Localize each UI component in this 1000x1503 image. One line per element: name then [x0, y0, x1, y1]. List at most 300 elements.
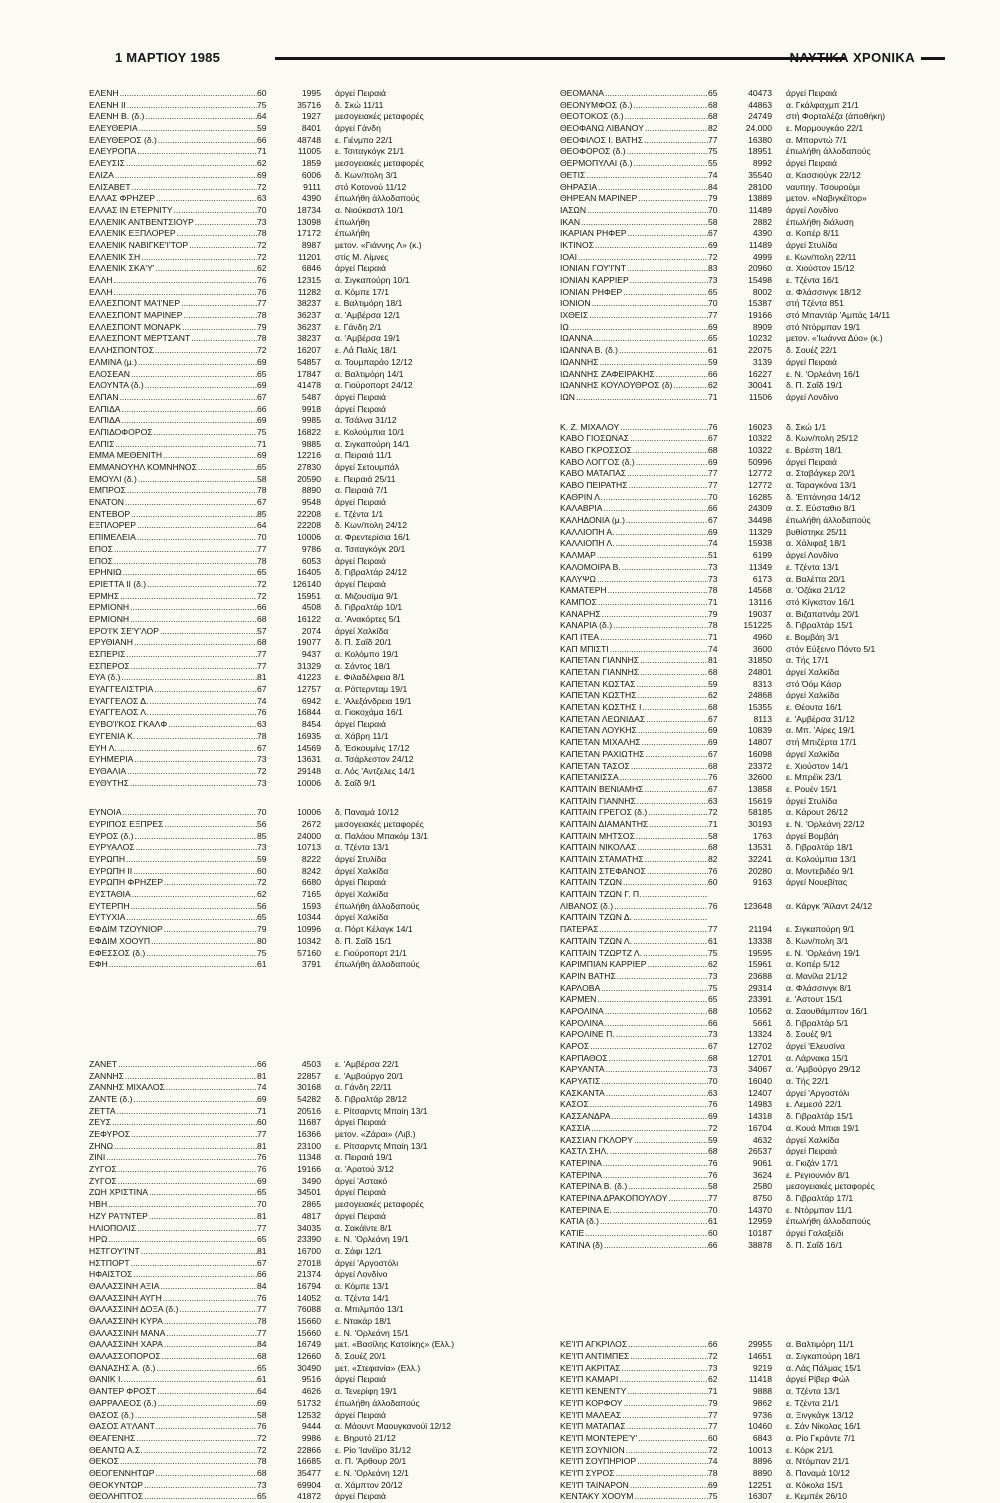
- build-year: 81: [708, 655, 718, 666]
- ship-name: ΚΑΡΙΝ ΒΑΤΗΣ .....: [560, 971, 708, 983]
- ship-name: ΖΙΝΙ .....: [89, 1152, 257, 1164]
- ship-entry: [89, 877, 537, 889]
- build-year: 76: [257, 275, 267, 285]
- ship-name-cell: [89, 520, 257, 532]
- ship-status: άργεί Χαλκίδα: [335, 865, 389, 876]
- ship-name: ΚΑΤΕΡΙΝΑ Ε. .....: [560, 1205, 708, 1217]
- ship-entry: [560, 263, 942, 275]
- ship-entry: [89, 228, 537, 240]
- ship-status: ε. Θέουτα 16/1: [786, 702, 842, 713]
- ship-status: α. Λάς Πάλμας 15/1: [786, 1362, 862, 1373]
- build-year: 67: [257, 391, 267, 402]
- build-year: 73: [708, 970, 718, 981]
- ship-name: ΚΑΠΤΑΙΝ ΝΙΚΟΛΑΣ .....: [560, 842, 708, 854]
- ship-name-cell: [560, 1123, 708, 1135]
- ship-name-cell: [560, 357, 708, 369]
- tonnage: 10322: [748, 444, 772, 455]
- tonnage: 10232: [748, 333, 772, 344]
- ship-name-cell: [560, 228, 708, 240]
- ship-entry: [560, 345, 942, 357]
- ship-name-cell: [89, 936, 257, 948]
- ship-status: α. Μπ. 'Αίρες 19/1: [786, 725, 855, 736]
- ship-name-cell: [560, 690, 708, 702]
- tonnage: 24000: [297, 830, 321, 841]
- ship-name-cell: [560, 333, 708, 345]
- ship-status: α. Κοπέρ 8/11: [786, 228, 840, 239]
- ship-entry: [89, 591, 537, 603]
- ship-name-cell: [560, 983, 708, 995]
- ship-name-cell: [89, 170, 257, 182]
- ship-entry: [89, 170, 537, 182]
- tonnage: 9163: [752, 877, 772, 888]
- build-year: 61: [257, 1374, 267, 1385]
- ship-entry: [89, 924, 537, 936]
- ship-status: α. Πειραιά 11/1: [335, 450, 392, 461]
- ship-entry: [560, 1123, 942, 1135]
- build-year: 61: [257, 959, 267, 970]
- ship-entry: [89, 1363, 537, 1375]
- ship-entry: [560, 1111, 942, 1123]
- ship-entry: [560, 889, 942, 901]
- ship-status: α. Τής 17/1: [786, 655, 829, 666]
- ship-status: έπωλήθη άλλοδαπούς: [335, 1397, 420, 1408]
- ship-status: α. Ρίο Γκράντε 7/1: [786, 1432, 856, 1443]
- ship-entry: [560, 866, 942, 878]
- ship-name-cell: [560, 193, 708, 205]
- ship-status: α. Χάμπτον 20/12: [335, 1479, 403, 1490]
- tonnage: 19037: [748, 608, 772, 619]
- ship-entry: [560, 901, 942, 913]
- build-year: 61: [708, 345, 718, 356]
- ship-entry: [89, 626, 537, 638]
- ship-name-cell: [89, 672, 257, 684]
- build-year: 77: [708, 310, 718, 321]
- ship-name: ΚΑΣΟΣ .....: [560, 1099, 708, 1111]
- ship-entry: [560, 574, 942, 586]
- tonnage: 10996: [297, 924, 321, 935]
- ship-name: ΘΕΟΝΥΜΦΟΣ (δ.) .....: [560, 100, 708, 112]
- build-year: 78: [708, 585, 718, 596]
- ship-entry: [560, 936, 942, 948]
- ship-status: άργεί Λονδίνο: [786, 550, 839, 561]
- ship-name-cell: [89, 1141, 257, 1153]
- build-year: 73: [257, 754, 267, 765]
- ship-entry: [560, 620, 942, 632]
- build-year: 62: [257, 158, 267, 169]
- tonnage: 32600: [748, 772, 772, 783]
- ship-status: έπωλήθη: [335, 216, 370, 227]
- tonnage: 10713: [297, 842, 321, 853]
- build-year: 73: [708, 561, 718, 572]
- tonnage: 16685: [297, 1456, 321, 1467]
- ship-name-cell: [89, 462, 257, 474]
- ship-status: άργεί Γαλαξείδι: [786, 1228, 844, 1238]
- ship-entry: [560, 457, 942, 469]
- build-year: 73: [257, 1479, 267, 1490]
- ship-name-cell: [89, 1339, 257, 1351]
- ship-name: ΘΑΝΤΕΡ ΦΡΟΣΤ .....: [89, 1386, 257, 1398]
- ship-name-cell: [89, 182, 257, 194]
- build-year: 76: [257, 286, 267, 297]
- ship-name-cell: [560, 702, 708, 714]
- ship-entry: [89, 889, 537, 901]
- ship-name: ΚΑΤΙΝΑ (δ) .....: [560, 1240, 708, 1252]
- ship-status: άργεί Χαλκίδα: [786, 690, 840, 701]
- build-year: 62: [708, 959, 718, 970]
- ship-name-cell: [560, 445, 708, 457]
- ship-status: α. Βαλέττα 20/1: [786, 573, 846, 584]
- ship-name-cell: [89, 637, 257, 649]
- ship-status: α. Πόρτ Κέλαγκ 14/1: [335, 924, 413, 935]
- ship-entry: [89, 1246, 537, 1258]
- ship-name: ΘΑΡΡΑΛΕΟΣ (δ.) .....: [89, 1398, 257, 1410]
- ship-name-cell: [560, 1135, 708, 1147]
- ship-entry: [560, 1088, 942, 1100]
- ship-status: α. Ξινγκάγκ 13/12: [786, 1409, 854, 1420]
- ship-name-cell: [560, 924, 708, 936]
- ship-name-cell: [89, 1328, 257, 1340]
- ship-name: ΚΑΣΤΛ ΣΗΛ. .....: [560, 1146, 708, 1158]
- ship-name-cell: [560, 1433, 708, 1445]
- build-year: 67: [708, 783, 718, 794]
- ship-name: ΘΑΛΑΣΣΙΝΗ ΑΥΓΗ .....: [89, 1293, 257, 1305]
- ship-entry: [89, 602, 537, 614]
- ship-entry: [89, 866, 537, 878]
- ship-status: ε. Πειραιά 25/11: [335, 473, 396, 484]
- build-year: 69: [708, 239, 718, 250]
- tonnage: 9516: [301, 1374, 321, 1385]
- build-year: 66: [708, 503, 718, 514]
- build-year: 67: [708, 1041, 718, 1051]
- ship-status: α. Μοντεβιδέο 9/1: [786, 865, 854, 876]
- ship-entry: [560, 527, 942, 539]
- ship-entry: [560, 135, 942, 147]
- ship-name-cell: [560, 158, 708, 170]
- ship-name: ΚΑΠΤΑΙΝ ΤΖΩΝ Γ. Π. .....: [560, 889, 708, 901]
- ship-entry: [560, 1240, 942, 1252]
- ship-status: α. Σιγκαπούρη 10/1: [335, 275, 410, 285]
- ship-name-cell: [89, 532, 257, 544]
- ship-name: ΖΕΥΣ .....: [89, 1117, 257, 1129]
- ship-name: ΚΑΠΕΤΑΝ ΚΩΣΤΑΣ .....: [560, 679, 708, 691]
- build-year: 75: [257, 947, 267, 958]
- tonnage: 8401: [301, 123, 321, 134]
- ship-name: ΘΕΟΓΕΝΝΗΤΩΡ .....: [89, 1468, 257, 1480]
- build-year: 72: [257, 578, 267, 589]
- ship-entry: [89, 661, 537, 673]
- build-year: 67: [708, 713, 718, 724]
- ship-status: ε. Μορμουγκάο 22/1: [786, 123, 864, 134]
- ship-status: α. Τσιταγκόγκ 20/1: [335, 543, 406, 554]
- ship-status: άργεί Χαλκίδα: [786, 748, 840, 759]
- tonnage: 8002: [752, 286, 772, 297]
- ship-list-section: [560, 1339, 942, 1503]
- ship-name-cell: [560, 275, 708, 287]
- ship-name: ΘΕΑΝΤΩ Α.Σ. .....: [89, 1445, 257, 1457]
- tonnage: 4632: [752, 1134, 772, 1145]
- ship-name-cell: [560, 1205, 708, 1217]
- tonnage: 123648: [743, 900, 772, 911]
- ship-name: ΕΥΑΓΓΕΛΟΣ Λ. .....: [89, 707, 257, 719]
- ship-status: δ. Παναμά 10/12: [786, 1467, 850, 1478]
- tonnage: 10839: [748, 725, 772, 736]
- ship-name: ΘΑΛΑΣΣΟΠΟΡΟΣ .....: [89, 1351, 257, 1363]
- ship-status: δ. Κων/πολη 3/1: [786, 935, 849, 946]
- ship-name: ΕΛΛΕΣΠΟΝΤ ΜΕΡΤΣΑΝΤ .....: [89, 333, 257, 345]
- ship-entry: [560, 1029, 942, 1041]
- tonnage: 31329: [297, 660, 321, 671]
- ship-name: ΘΑΣΟΣ (δ.) .....: [89, 1410, 257, 1422]
- ship-status: μετον. «Γιάννης Λ» (κ.): [335, 239, 422, 250]
- build-year: 68: [708, 702, 718, 713]
- tonnage: 2882: [752, 216, 772, 227]
- ship-name-cell: [89, 1246, 257, 1258]
- ship-entry: [560, 88, 942, 100]
- build-year: 59: [708, 1134, 718, 1145]
- ship-name-cell: [560, 527, 708, 539]
- ship-name-cell: [560, 1339, 708, 1351]
- build-year: 76: [257, 1421, 267, 1432]
- ship-name: ΕΥΘΥΤΗΣ .....: [89, 778, 257, 790]
- tonnage: 4999: [752, 251, 772, 262]
- ship-name-cell: [560, 725, 708, 737]
- ship-status: στόν Εύξεινο Πόντο 5/1: [786, 643, 876, 654]
- tonnage: 16207: [297, 345, 321, 356]
- ship-name: ΚΑΛΗΔΟΝΙΑ (μ.) .....: [560, 515, 708, 527]
- tonnage: 30041: [748, 380, 772, 391]
- build-year: 78: [708, 620, 718, 631]
- tonnage: 13858: [748, 783, 772, 794]
- ship-name: ΕΡΗΝΙΩ .....: [89, 567, 257, 579]
- ship-name: ΚΕ'Ι'Π ΣΥΡΟΣ .....: [560, 1468, 708, 1480]
- build-year: 66: [708, 1017, 718, 1028]
- ship-name: ΚΑΠΤΑΙΝ ΓΡΕΓΟΣ (δ.) .....: [560, 807, 708, 819]
- tonnage: 13531: [748, 842, 772, 853]
- ship-entry: [89, 842, 537, 854]
- ship-entry: [89, 1328, 537, 1340]
- ship-name-cell: [89, 298, 257, 310]
- ship-entry: [560, 1351, 942, 1363]
- ship-name-cell: [89, 1269, 257, 1281]
- ship-entry: [560, 1410, 942, 1422]
- build-year: 78: [257, 333, 267, 344]
- ship-status: ε. Ντόρμπαν 11/1: [786, 1204, 853, 1215]
- tonnage: 13116: [748, 596, 772, 607]
- ship-name-cell: [89, 743, 257, 755]
- ship-name-cell: [560, 170, 708, 182]
- ship-status: ε. Ν. 'Ορλεάνη 16/1: [786, 368, 860, 379]
- ship-name: ΘΕΟΦΑΝΩ ΛΙΒΑΝΟΥ .....: [560, 123, 708, 135]
- build-year: 71: [257, 1105, 267, 1116]
- ship-name: ΚΑΒΟ ΓΚΡΟΣΣΟΣ .....: [560, 445, 708, 457]
- build-year: 73: [257, 216, 267, 227]
- ship-name: ΕΛΛΗ .....: [89, 287, 257, 299]
- tonnage: 8454: [301, 719, 321, 730]
- ship-name-cell: [560, 380, 708, 392]
- ship-status: ε. Φιλαδέλφεια 8/1: [335, 672, 405, 683]
- tonnage: 11348: [297, 1152, 321, 1163]
- ship-name-cell: [560, 1006, 708, 1018]
- ship-status: α. Βαλτιμόρη 14/1: [335, 368, 404, 379]
- ship-entry: [89, 111, 537, 123]
- tonnage: 10460: [748, 1421, 772, 1432]
- ship-name-cell: [560, 345, 708, 357]
- ship-entry: [89, 146, 537, 158]
- ship-status: έπωλήθη άλλοδαπούς: [335, 959, 420, 970]
- ship-entry: [560, 714, 942, 726]
- ship-status: α. 'Οζάκα 21/12: [786, 585, 846, 596]
- tonnage: 19595: [748, 947, 772, 958]
- ship-entry: [560, 550, 942, 562]
- ship-entry: [89, 731, 537, 743]
- tonnage: 13889: [748, 193, 772, 204]
- header-rule: [275, 57, 845, 60]
- ship-entry: [89, 415, 537, 427]
- ship-name-cell: [89, 1363, 257, 1375]
- ship-name-cell: [560, 550, 708, 562]
- ship-status: ε. Χιούστον 14/1: [786, 760, 849, 771]
- ship-entry: [560, 912, 942, 924]
- build-year: 74: [257, 695, 267, 706]
- build-year: 77: [708, 1409, 718, 1420]
- ship-name-cell: [89, 252, 257, 264]
- ship-entry: [89, 1398, 537, 1410]
- ship-name: ΖΑΝΤΕ (δ.) .....: [89, 1094, 257, 1106]
- ship-name: ΕΛΠΙΣ .....: [89, 439, 257, 451]
- build-year: 77: [708, 924, 718, 935]
- ship-entry: [89, 579, 537, 591]
- build-year: 66: [257, 1269, 267, 1280]
- ship-entry: [560, 1146, 942, 1158]
- ship-name-cell: [89, 1129, 257, 1141]
- ship-name: ΚΑΤΕΡΙΝΑ .....: [560, 1170, 708, 1182]
- build-year: 66: [257, 602, 267, 613]
- ship-entry: [560, 515, 942, 527]
- ship-name: ΕΛΕΝΗ Β. (δ.) .....: [89, 111, 257, 123]
- issue-date: 1 ΜΑΡΤΙΟΥ 1985: [115, 50, 221, 65]
- ship-name-cell: [89, 661, 257, 673]
- build-year: 61: [708, 1216, 718, 1227]
- ship-entry: [560, 655, 942, 667]
- tonnage: 12701: [748, 1052, 772, 1063]
- tonnage: 41223: [297, 672, 321, 683]
- ship-name: ΚΑΠ ΙΤΕΑ .....: [560, 632, 708, 644]
- ship-name: ΕΛΛΕΣΠΟΝΤ ΜΑΡΙΝΕΡ .....: [89, 310, 257, 322]
- ship-name: ΙΟΝΙΑΝ ΡΗΦΕΡ .....: [560, 287, 708, 299]
- ship-name: ΙΩΑΝΝΗΣ ΖΑΦΕΙΡΑΚΗΣ .....: [560, 369, 708, 381]
- ship-name: ΕΛΛΕΝΙΚ ΣΚΑ'Υ' .....: [89, 263, 257, 275]
- build-year: 65: [708, 286, 718, 297]
- ship-name: ΚΕ'Ι'Π ΣΟΥΝΙΟΝ .....: [560, 1445, 708, 1457]
- ship-status: α. Λάρνακα 15/1: [786, 1052, 849, 1063]
- ship-name-cell: [89, 866, 257, 878]
- ship-name-cell: [560, 135, 708, 147]
- build-year: 74: [708, 643, 718, 654]
- ship-entry: [89, 1269, 537, 1281]
- build-year: 77: [708, 1192, 718, 1203]
- tonnage: 3139: [752, 356, 772, 367]
- ship-name: ΕΛΛΕΝΙΚ ΑΝΤΒΕΝΤΣΙΟΥΡ .....: [89, 217, 257, 229]
- ship-name: ΕΡΟ'Ι'Κ ΣΕ'Υ'ΛΟΡ .....: [89, 626, 257, 638]
- ship-entry: [560, 842, 942, 854]
- ship-status: στή Μπιζέρτα 17/1: [786, 737, 857, 748]
- build-year: 61: [708, 935, 718, 946]
- ship-name-cell: [560, 597, 708, 609]
- ship-name: ΕΡΜΙΟΝΗ .....: [89, 602, 257, 614]
- tonnage: 16844: [297, 707, 321, 718]
- tonnage: 12216: [297, 450, 321, 461]
- build-year: 69: [257, 1093, 267, 1104]
- ship-name-cell: [89, 1059, 257, 1071]
- ship-name: ΕΛΙΖΑ .....: [89, 170, 257, 182]
- tonnage: 1763: [752, 830, 772, 841]
- tonnage: 2074: [301, 625, 321, 636]
- ship-status: δ. Γιβραλτάρ 24/12: [335, 567, 407, 578]
- ship-name-cell: [89, 1234, 257, 1246]
- ship-status: μετον. «Ναβιγκέϊτορ»: [786, 193, 867, 204]
- ship-name: ΚΑΠΕΤΑΝΙΣΣΑ .....: [560, 772, 708, 784]
- ship-status: α. Κοπέρ 5/12: [786, 959, 840, 970]
- build-year: 76: [257, 1164, 267, 1175]
- build-year: 51: [708, 550, 718, 561]
- tonnage: 31850: [748, 655, 772, 666]
- ship-entry: [560, 182, 942, 194]
- ship-name-cell: [89, 707, 257, 719]
- ship-entry: [560, 287, 942, 299]
- ship-status: α. Μπιλμπάο 13/1: [335, 1304, 404, 1315]
- tonnage: 6199: [752, 550, 772, 561]
- ship-status: στό Όόμ Κάσρ: [786, 678, 842, 689]
- tonnage: 21194: [748, 924, 772, 935]
- build-year: 63: [257, 719, 267, 730]
- ship-name-cell: [560, 1146, 708, 1158]
- build-year: 56: [257, 900, 267, 911]
- ship-name-cell: [89, 696, 257, 708]
- ship-name-cell: [89, 1316, 257, 1328]
- ship-name-cell: [89, 626, 257, 638]
- ship-name-cell: [89, 842, 257, 854]
- ship-status: α. Παλάου Μπακόμ 13/1: [335, 830, 428, 841]
- tonnage: 6006: [301, 169, 321, 180]
- ship-entry: [560, 1445, 942, 1457]
- ship-name: ΕΥΓΕΝΙΑ Κ. .....: [89, 731, 257, 743]
- ship-entry: [560, 749, 942, 761]
- ship-entry: [89, 936, 537, 948]
- ship-entry: [560, 562, 942, 574]
- ship-status: ε. Γιένμπο 22/1: [335, 134, 393, 145]
- ship-entry: [560, 468, 942, 480]
- ship-name: ΚΑΤΙΕ .....: [560, 1228, 708, 1240]
- ship-name-cell: [89, 146, 257, 158]
- ship-entry: [89, 88, 537, 100]
- tonnage: 6053: [301, 555, 321, 566]
- tonnage: 10187: [748, 1228, 772, 1238]
- ship-name-cell: [560, 609, 708, 621]
- tonnage: 38237: [297, 333, 321, 344]
- tonnage: 8890: [752, 1467, 772, 1478]
- ship-status: άργεί Πειραιά: [335, 1187, 386, 1198]
- ship-name: ΕΛΠΙΔΑ .....: [89, 415, 257, 427]
- ship-name: ΕΥΑ (δ.) .....: [89, 672, 257, 684]
- build-year: 80: [257, 935, 267, 946]
- ship-entry: [89, 778, 537, 790]
- tonnage: 22208: [297, 508, 321, 519]
- ship-name-cell: [560, 585, 708, 597]
- ship-name-cell: [89, 1281, 257, 1293]
- tonnage: 4503: [301, 1058, 321, 1069]
- build-year: 69: [708, 526, 718, 537]
- ship-entry: [560, 877, 942, 889]
